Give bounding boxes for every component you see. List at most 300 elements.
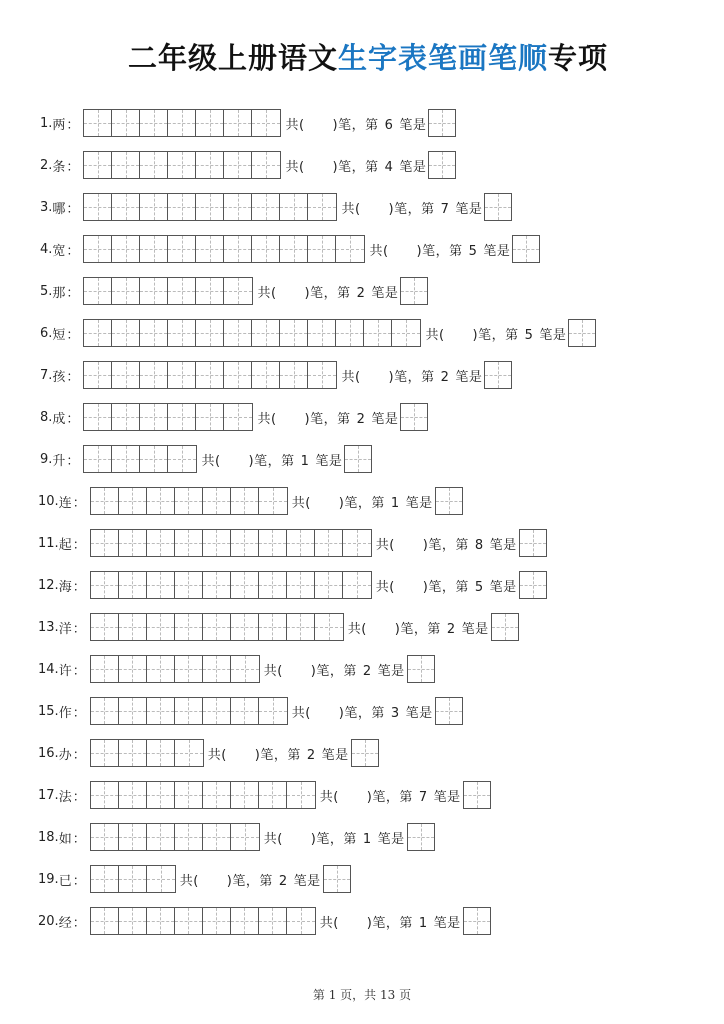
stroke-order-grid <box>83 151 281 179</box>
stroke-suffix: 笔是 <box>461 621 489 637</box>
tianzige-cell[interactable] <box>259 908 287 934</box>
tianzige-cell[interactable] <box>119 698 147 724</box>
tianzige-cell[interactable] <box>252 362 280 388</box>
exercise-row <box>38 697 463 725</box>
tianzige-cell[interactable] <box>231 698 259 724</box>
target-character: 海 <box>58 579 72 595</box>
page-title <box>128 36 668 77</box>
tianzige-cell[interactable] <box>315 614 343 640</box>
question-text <box>376 576 517 595</box>
question-text <box>285 156 426 175</box>
total-suffix: )笔，第 <box>226 873 273 889</box>
tianzige-cell[interactable] <box>147 866 175 892</box>
stroke-order-grid <box>90 781 316 809</box>
tianzige-cell[interactable] <box>91 488 119 514</box>
tianzige-cell[interactable] <box>343 572 371 598</box>
total-suffix: )笔，第 <box>254 747 301 763</box>
stroke-suffix: 笔是 <box>433 789 461 805</box>
tianzige-cell[interactable] <box>224 320 252 346</box>
tianzige-cell[interactable] <box>119 740 147 766</box>
answer-box[interactable] <box>428 151 456 179</box>
tianzige-cell[interactable] <box>168 194 196 220</box>
question-text <box>348 618 489 637</box>
tianzige-cell[interactable] <box>84 320 112 346</box>
total-prefix: 共( <box>263 831 283 847</box>
stroke-order-grid <box>83 235 365 263</box>
tianzige-cell[interactable] <box>112 362 140 388</box>
tianzige-cell[interactable] <box>84 236 112 262</box>
tianzige-cell[interactable] <box>196 362 224 388</box>
tianzige-cell[interactable] <box>119 824 147 850</box>
tianzige-cell[interactable] <box>203 614 231 640</box>
tianzige-cell[interactable] <box>308 320 336 346</box>
total-suffix: )笔，第 <box>422 579 469 595</box>
item-number: 3. <box>40 199 53 215</box>
stroke-suffix: 笔是 <box>399 117 427 133</box>
total-prefix: 共( <box>257 285 277 301</box>
tianzige-cell[interactable] <box>259 572 287 598</box>
tianzige-cell[interactable] <box>252 236 280 262</box>
total-prefix: 共( <box>285 117 305 133</box>
question-text <box>376 534 517 553</box>
total-suffix: )笔，第 <box>332 159 379 175</box>
tianzige-cell[interactable] <box>91 782 119 808</box>
answer-box[interactable] <box>323 865 351 893</box>
total-prefix: 共( <box>319 789 339 805</box>
stroke-suffix: 笔是 <box>489 537 517 553</box>
colon: ： <box>72 747 86 763</box>
tianzige-cell[interactable] <box>147 656 175 682</box>
tianzige-cell[interactable] <box>287 572 315 598</box>
exercise-row <box>38 823 435 851</box>
tianzige-cell[interactable] <box>119 656 147 682</box>
tianzige-cell[interactable] <box>175 530 203 556</box>
stroke-order-grid <box>90 487 288 515</box>
tianzige-cell[interactable] <box>119 614 147 640</box>
tianzige-cell[interactable] <box>140 236 168 262</box>
tianzige-cell[interactable] <box>119 782 147 808</box>
target-character: 洋 <box>58 621 72 637</box>
stroke-suffix: 笔是 <box>539 327 567 343</box>
tianzige-cell[interactable] <box>147 572 175 598</box>
item-number: 1. <box>40 115 53 131</box>
tianzige-cell[interactable] <box>196 110 224 136</box>
stroke-number: 1 <box>390 495 400 511</box>
question-text <box>201 450 342 469</box>
question-text <box>369 240 510 259</box>
item-number: 11. <box>38 535 59 551</box>
tianzige-cell[interactable] <box>119 866 147 892</box>
tianzige-cell[interactable] <box>287 530 315 556</box>
exercise-row <box>40 235 540 263</box>
tianzige-cell[interactable] <box>231 824 259 850</box>
tianzige-cell[interactable] <box>231 530 259 556</box>
stroke-suffix: 笔是 <box>405 495 433 511</box>
tianzige-cell[interactable] <box>140 404 168 430</box>
stroke-number: 1 <box>300 453 310 469</box>
title-part-3: 专项 <box>548 41 609 75</box>
stroke-number: 1 <box>362 831 372 847</box>
answer-box[interactable] <box>400 403 428 431</box>
tianzige-cell[interactable] <box>224 194 252 220</box>
stroke-suffix: 笔是 <box>377 663 405 679</box>
tianzige-cell[interactable] <box>140 194 168 220</box>
tianzige-cell[interactable] <box>231 908 259 934</box>
answer-box[interactable] <box>407 655 435 683</box>
total-suffix: )笔，第 <box>338 495 385 511</box>
tianzige-cell[interactable] <box>140 278 168 304</box>
answer-box[interactable] <box>344 445 372 473</box>
tianzige-cell[interactable] <box>168 278 196 304</box>
total-prefix: 共( <box>285 159 305 175</box>
tianzige-cell[interactable] <box>84 362 112 388</box>
question-text <box>180 870 321 889</box>
tianzige-cell[interactable] <box>147 530 175 556</box>
tianzige-cell[interactable] <box>168 110 196 136</box>
tianzige-cell[interactable] <box>280 236 308 262</box>
tianzige-cell[interactable] <box>140 152 168 178</box>
tianzige-cell[interactable] <box>91 530 119 556</box>
tianzige-cell[interactable] <box>287 908 315 934</box>
item-number: 6. <box>40 325 53 341</box>
tianzige-cell[interactable] <box>252 320 280 346</box>
colon: ： <box>66 201 80 217</box>
total-prefix: 共( <box>201 453 221 469</box>
tianzige-cell[interactable] <box>91 614 119 640</box>
exercise-row <box>38 571 547 599</box>
exercise-row <box>40 445 372 473</box>
question-text <box>264 828 405 847</box>
answer-box[interactable] <box>351 739 379 767</box>
tianzige-cell[interactable] <box>112 278 140 304</box>
target-character: 起 <box>58 537 72 553</box>
tianzige-cell[interactable] <box>203 656 231 682</box>
total-suffix: )笔，第 <box>366 915 413 931</box>
target-character: 连 <box>58 495 72 511</box>
item-number: 12. <box>38 577 59 593</box>
total-prefix: 共( <box>319 915 339 931</box>
tianzige-cell[interactable] <box>280 362 308 388</box>
tianzige-cell[interactable] <box>287 782 315 808</box>
stroke-number: 4 <box>384 159 394 175</box>
exercise-row <box>40 361 512 389</box>
tianzige-cell[interactable] <box>231 488 259 514</box>
tianzige-cell[interactable] <box>224 404 252 430</box>
answer-box[interactable] <box>407 823 435 851</box>
tianzige-cell[interactable] <box>175 488 203 514</box>
answer-box[interactable] <box>568 319 596 347</box>
target-character: 法 <box>58 789 72 805</box>
tianzige-cell[interactable] <box>224 362 252 388</box>
tianzige-cell[interactable] <box>84 110 112 136</box>
total-prefix: 共( <box>291 495 311 511</box>
stroke-suffix: 笔是 <box>321 747 349 763</box>
tianzige-cell[interactable] <box>112 236 140 262</box>
tianzige-cell[interactable] <box>112 194 140 220</box>
tianzige-cell[interactable] <box>147 740 175 766</box>
target-character: 如 <box>58 831 72 847</box>
answer-box[interactable] <box>519 529 547 557</box>
total-suffix: )笔，第 <box>422 537 469 553</box>
stroke-number: 2 <box>362 663 372 679</box>
tianzige-cell[interactable] <box>196 278 224 304</box>
exercise-row <box>40 277 428 305</box>
tianzige-cell[interactable] <box>119 572 147 598</box>
answer-box[interactable] <box>428 109 456 137</box>
tianzige-cell[interactable] <box>175 824 203 850</box>
tianzige-cell[interactable] <box>175 698 203 724</box>
stroke-suffix: 笔是 <box>405 705 433 721</box>
tianzige-cell[interactable] <box>336 236 364 262</box>
stroke-order-grid <box>90 739 204 767</box>
tianzige-cell[interactable] <box>280 320 308 346</box>
tianzige-cell[interactable] <box>91 824 119 850</box>
colon: ： <box>66 159 80 175</box>
tianzige-cell[interactable] <box>252 152 280 178</box>
item-number: 9. <box>40 451 53 467</box>
tianzige-cell[interactable] <box>196 320 224 346</box>
tianzige-cell[interactable] <box>84 152 112 178</box>
answer-box[interactable] <box>435 487 463 515</box>
tianzige-cell[interactable] <box>392 320 420 346</box>
tianzige-cell[interactable] <box>259 782 287 808</box>
tianzige-cell[interactable] <box>315 530 343 556</box>
stroke-number: 5 <box>468 243 478 259</box>
tianzige-cell[interactable] <box>259 530 287 556</box>
stroke-number: 7 <box>418 789 428 805</box>
answer-box[interactable] <box>463 907 491 935</box>
tianzige-cell[interactable] <box>112 152 140 178</box>
tianzige-cell[interactable] <box>175 572 203 598</box>
tianzige-cell[interactable] <box>175 656 203 682</box>
stroke-order-grid <box>90 907 316 935</box>
stroke-order-grid <box>83 361 337 389</box>
tianzige-cell[interactable] <box>112 110 140 136</box>
title-part-1: 二年级上册语文 <box>128 41 339 75</box>
tianzige-cell[interactable] <box>168 362 196 388</box>
total-suffix: )笔，第 <box>332 117 379 133</box>
tianzige-cell[interactable] <box>140 362 168 388</box>
tianzige-cell[interactable] <box>231 656 259 682</box>
page-footer: 第 1 页，共 13 页 <box>312 988 412 1002</box>
tianzige-cell[interactable] <box>231 614 259 640</box>
answer-box[interactable] <box>512 235 540 263</box>
stroke-order-grid <box>83 403 253 431</box>
colon: ： <box>72 537 86 553</box>
tianzige-cell[interactable] <box>203 488 231 514</box>
stroke-number: 1 <box>418 915 428 931</box>
tianzige-cell[interactable] <box>224 236 252 262</box>
item-number: 19. <box>38 871 59 887</box>
tianzige-cell[interactable] <box>147 908 175 934</box>
title-part-2-highlight: 生字表笔画笔顺 <box>338 41 549 75</box>
tianzige-cell[interactable] <box>287 614 315 640</box>
tianzige-cell[interactable] <box>336 320 364 346</box>
answer-box[interactable] <box>484 361 512 389</box>
tianzige-cell[interactable] <box>224 110 252 136</box>
tianzige-cell[interactable] <box>84 404 112 430</box>
question-text <box>292 702 433 721</box>
stroke-number: 2 <box>278 873 288 889</box>
tianzige-cell[interactable] <box>252 194 280 220</box>
tianzige-cell[interactable] <box>196 152 224 178</box>
tianzige-cell[interactable] <box>112 404 140 430</box>
target-character: 条 <box>52 159 66 175</box>
colon: ： <box>72 705 86 721</box>
exercise-row <box>38 781 491 809</box>
tianzige-cell[interactable] <box>91 908 119 934</box>
colon: ： <box>66 453 80 469</box>
total-prefix: 共( <box>375 579 395 595</box>
tianzige-cell[interactable] <box>203 824 231 850</box>
tianzige-cell[interactable] <box>168 152 196 178</box>
stroke-number: 2 <box>446 621 456 637</box>
tianzige-cell[interactable] <box>175 782 203 808</box>
stroke-order-grid <box>83 445 197 473</box>
answer-box[interactable] <box>519 571 547 599</box>
question-text <box>292 492 433 511</box>
question-text <box>341 366 482 385</box>
tianzige-cell[interactable] <box>224 278 252 304</box>
tianzige-cell[interactable] <box>175 740 203 766</box>
exercise-row <box>38 907 491 935</box>
colon: ： <box>72 915 86 931</box>
tianzige-cell[interactable] <box>119 908 147 934</box>
stroke-order-grid <box>83 193 337 221</box>
stroke-number: 5 <box>524 327 534 343</box>
tianzige-cell[interactable] <box>168 320 196 346</box>
total-suffix: )笔，第 <box>304 411 351 427</box>
target-character: 经 <box>58 915 72 931</box>
colon: ： <box>72 495 86 511</box>
answer-box[interactable] <box>484 193 512 221</box>
stroke-order-grid <box>90 571 372 599</box>
target-character: 成 <box>52 411 66 427</box>
tianzige-cell[interactable] <box>196 236 224 262</box>
tianzige-cell[interactable] <box>224 152 252 178</box>
exercise-row <box>40 403 428 431</box>
question-text <box>257 282 398 301</box>
total-suffix: )笔，第 <box>310 663 357 679</box>
tianzige-cell[interactable] <box>91 572 119 598</box>
exercise-row <box>38 655 435 683</box>
exercise-row <box>38 865 351 893</box>
stroke-suffix: 笔是 <box>483 243 511 259</box>
answer-box[interactable] <box>463 781 491 809</box>
tianzige-cell[interactable] <box>259 698 287 724</box>
tianzige-cell[interactable] <box>147 824 175 850</box>
tianzige-cell[interactable] <box>91 740 119 766</box>
tianzige-cell[interactable] <box>119 530 147 556</box>
tianzige-cell[interactable] <box>259 614 287 640</box>
tianzige-cell[interactable] <box>196 404 224 430</box>
target-character: 作 <box>58 705 72 721</box>
tianzige-cell[interactable] <box>203 698 231 724</box>
tianzige-cell[interactable] <box>168 236 196 262</box>
tianzige-cell[interactable] <box>168 446 196 472</box>
tianzige-cell[interactable] <box>364 320 392 346</box>
tianzige-cell[interactable] <box>231 572 259 598</box>
total-suffix: )笔，第 <box>366 789 413 805</box>
stroke-number: 8 <box>474 537 484 553</box>
tianzige-cell[interactable] <box>84 278 112 304</box>
tianzige-cell[interactable] <box>140 446 168 472</box>
tianzige-cell[interactable] <box>203 572 231 598</box>
tianzige-cell[interactable] <box>203 782 231 808</box>
colon: ： <box>72 621 86 637</box>
answer-box[interactable] <box>491 613 519 641</box>
tianzige-cell[interactable] <box>308 194 336 220</box>
tianzige-cell[interactable] <box>343 530 371 556</box>
item-number: 20. <box>38 913 59 929</box>
tianzige-cell[interactable] <box>315 572 343 598</box>
tianzige-cell[interactable] <box>147 614 175 640</box>
exercise-row <box>40 319 596 347</box>
tianzige-cell[interactable] <box>91 656 119 682</box>
stroke-suffix: 笔是 <box>399 159 427 175</box>
tianzige-cell[interactable] <box>175 614 203 640</box>
tianzige-cell[interactable] <box>168 404 196 430</box>
stroke-number: 5 <box>474 579 484 595</box>
colon: ： <box>72 579 86 595</box>
tianzige-cell[interactable] <box>140 110 168 136</box>
question-text <box>320 912 461 931</box>
exercise-row <box>40 151 456 179</box>
stroke-number: 2 <box>440 369 450 385</box>
tianzige-cell[interactable] <box>203 530 231 556</box>
total-suffix: )笔，第 <box>394 621 441 637</box>
tianzige-cell[interactable] <box>175 908 203 934</box>
tianzige-cell[interactable] <box>140 320 168 346</box>
tianzige-cell[interactable] <box>252 110 280 136</box>
total-prefix: 共( <box>257 411 277 427</box>
tianzige-cell[interactable] <box>196 194 224 220</box>
tianzige-cell[interactable] <box>259 488 287 514</box>
tianzige-cell[interactable] <box>280 194 308 220</box>
tianzige-cell[interactable] <box>147 488 175 514</box>
total-suffix: )笔，第 <box>388 201 435 217</box>
colon: ： <box>66 243 80 259</box>
exercise-row <box>40 109 456 137</box>
tianzige-cell[interactable] <box>91 866 119 892</box>
tianzige-cell[interactable] <box>84 446 112 472</box>
total-suffix: )笔，第 <box>472 327 519 343</box>
answer-box[interactable] <box>435 697 463 725</box>
tianzige-cell[interactable] <box>119 488 147 514</box>
stroke-suffix: 笔是 <box>489 579 517 595</box>
stroke-suffix: 笔是 <box>293 873 321 889</box>
colon: ： <box>66 117 80 133</box>
tianzige-cell[interactable] <box>231 782 259 808</box>
item-number: 18. <box>38 829 59 845</box>
target-character: 那 <box>52 285 66 301</box>
total-suffix: )笔，第 <box>248 453 295 469</box>
tianzige-cell[interactable] <box>112 320 140 346</box>
tianzige-cell[interactable] <box>203 908 231 934</box>
stroke-order-grid <box>90 613 344 641</box>
tianzige-cell[interactable] <box>308 362 336 388</box>
answer-box[interactable] <box>400 277 428 305</box>
total-prefix: 共( <box>207 747 227 763</box>
tianzige-cell[interactable] <box>147 782 175 808</box>
tianzige-cell[interactable] <box>91 698 119 724</box>
tianzige-cell[interactable] <box>112 446 140 472</box>
tianzige-cell[interactable] <box>147 698 175 724</box>
tianzige-cell[interactable] <box>308 236 336 262</box>
question-text <box>285 114 426 133</box>
tianzige-cell[interactable] <box>84 194 112 220</box>
total-suffix: )笔，第 <box>388 369 435 385</box>
